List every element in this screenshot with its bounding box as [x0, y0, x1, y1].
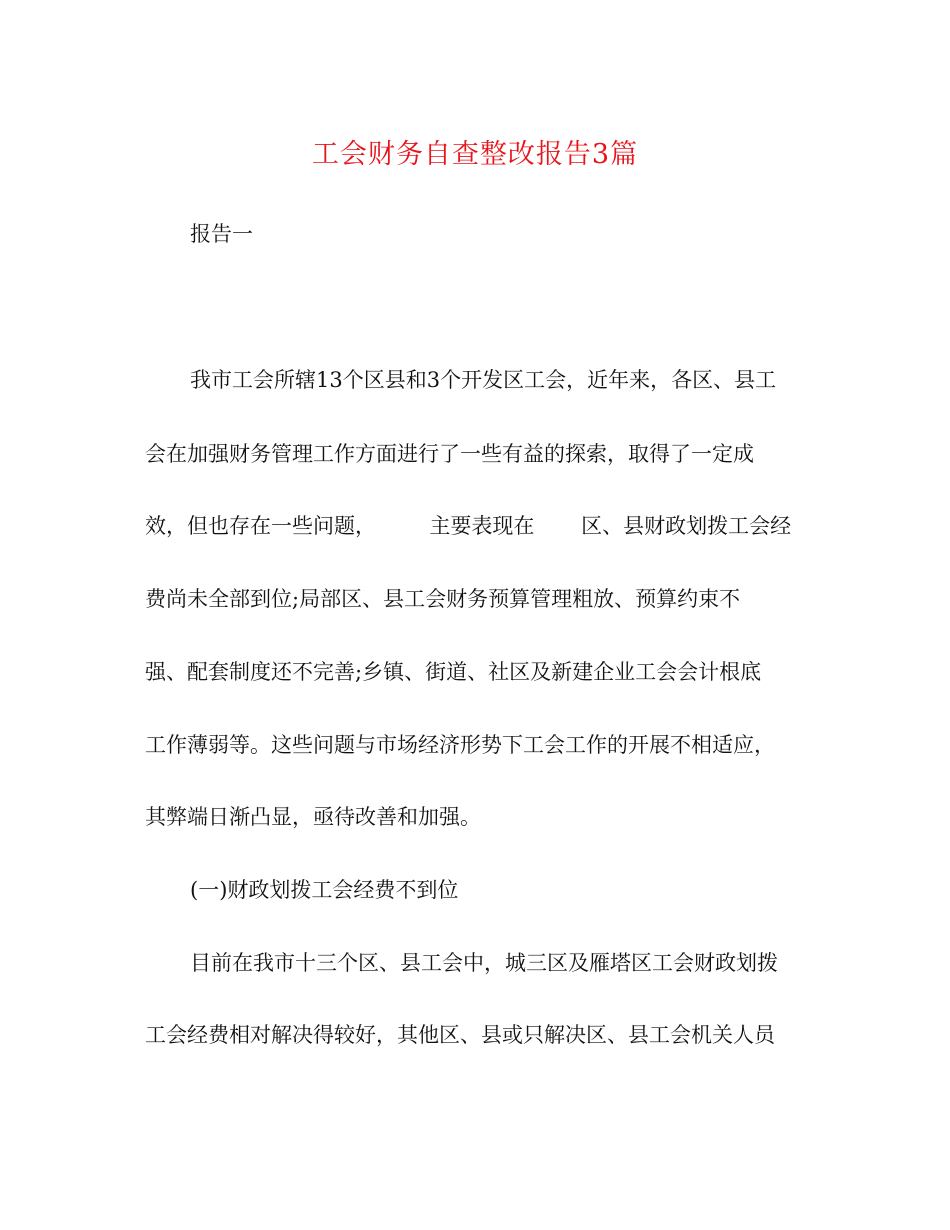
paragraph-line: 工作薄弱等。这些问题与市场经济形势下工会工作的开展不相适应，: [145, 733, 775, 757]
paragraph-line: 其弊端日渐凸显，亟待改善和加强。: [145, 805, 481, 829]
section-heading: (一)财政划拨工会经费不到位: [190, 878, 459, 902]
section-label: 报告一: [190, 222, 253, 246]
paragraph-line: 费尚未全部到位;局部区、县工会财务预算管理粗放、预算约束不: [145, 587, 741, 611]
paragraph-line: 强、配套制度还不完善;乡镇、街道、社区及新建企业工会会计根底: [145, 660, 762, 684]
paragraph-line: 我市工会所辖13个区县和3个开发区工会，近年来，各区、县工: [190, 368, 777, 392]
paragraph-line: 目前在我市十三个区、县工会中，城三区及雁塔区工会财政划拨: [190, 951, 778, 975]
document-title: 工会财务自查整改报告3篇: [311, 139, 639, 170]
paragraph-line: 会在加强财务管理工作方面进行了一些有益的探索，取得了一定成: [145, 442, 754, 466]
paragraph-line: 工会经费相对解决得较好，其他区、县或只解决区、县工会机关人员: [145, 1023, 775, 1047]
paragraph-line: 效，但也存在一些问题， 主要表现在 区、县财政划拨工会经: [145, 514, 792, 538]
